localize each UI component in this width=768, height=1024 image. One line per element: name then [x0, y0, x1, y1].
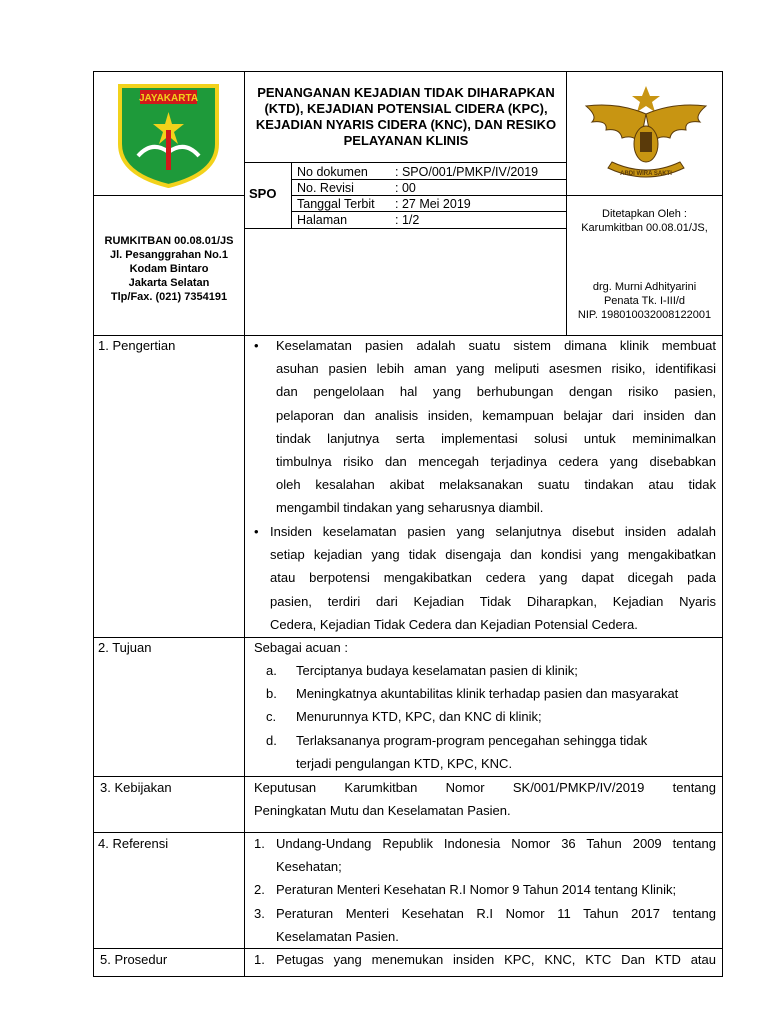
- logo-divider: [93, 195, 245, 196]
- text-line: dan pengelolaan hal yang berhubungan dengan risiko pasien,: [276, 384, 716, 400]
- text-line: Keselamatan Pasien.: [276, 929, 399, 945]
- list-marker: 2.: [254, 882, 265, 897]
- text-line: tindak lanjutnya serta implementasi solusi untuk meminimalkan: [276, 430, 716, 446]
- list-item-continuation: terjadi pengulangan KTD, KPC, KNC.: [296, 756, 513, 771]
- list-item: Terlaksananya program-program pencegahan sehingga tidak: [296, 733, 648, 748]
- title-divider: [244, 162, 567, 163]
- procedure-item: [276, 948, 716, 971]
- section-label-referensi: 4. Referensi: [98, 836, 169, 851]
- reference-item: [276, 832, 716, 878]
- document-title: PENANGANAN KEJADIAN TIDAK DIHARAPKAN (KTD), KEJADIAN POTENSIAL CIDERA (KPC), KEJADIAN NYARIS CIDERA (KNC), DAN RESIKO PELAYANAN KLINIS: [255, 85, 557, 148]
- reference-item: [276, 902, 716, 948]
- text-line: Keselamatan pasien adalah suatu sistem dimana klinik membuat: [276, 338, 716, 353]
- page-label: Halaman: [297, 213, 348, 227]
- list-item: Menurunnya KTD, KPC, dan KNC di klinik;: [296, 709, 542, 724]
- issue-date-label: Tanggal Terbit: [297, 197, 375, 211]
- institution-address: Jl. Pesanggrahan No.1: [110, 249, 228, 261]
- section-label-kebijakan: 3. Kebijakan: [100, 780, 172, 795]
- institution-city: Jakarta Selatan: [128, 277, 210, 289]
- label-column-divider: [244, 71, 245, 977]
- list-marker: a.: [266, 663, 277, 678]
- doc-info-bottom-line: [244, 228, 567, 229]
- text-line: atau berpotensi mengakibatkan cedera yang dapat dicegah pada: [270, 570, 716, 586]
- text-line: Petugas yang menemukan insiden KPC, KNC, KTC Dan KTD atau: [276, 952, 716, 967]
- tujuan-intro: Sebagai acuan :: [254, 640, 348, 655]
- approval-rank: Penata Tk. I-III/d: [603, 295, 686, 307]
- garuda-motto-text: ABDI WIRA SAKTI: [620, 171, 672, 177]
- text-line: asuhan pasien lebih aman yang meliputi asesmen risiko, identifikasi: [276, 361, 716, 377]
- logo-right-divider: [566, 195, 723, 196]
- bullet-marker: •: [254, 338, 259, 353]
- jayakarta-logo-text: JAYAKARTA: [138, 93, 199, 104]
- text-line: Peraturan Menteri Kesehatan R.I Nomor 9 Tahun 2014 tentang Klinik;: [276, 882, 677, 897]
- issue-date-value: : 27 Mei 2019: [395, 197, 471, 211]
- list-marker: c.: [266, 709, 277, 724]
- doc-number-value: : SPO/001/PMKP/IV/2019: [395, 165, 539, 179]
- list-marker: d.: [266, 733, 277, 748]
- text-line: Insiden keselamatan pasien yang selanjutnya disebut insiden adalah: [270, 524, 716, 539]
- list-item: Terciptanya budaya keselamatan pasien di klinik;: [296, 663, 578, 678]
- institution-block: [95, 234, 243, 304]
- institution-phone: Tlp/Fax. (021) 7354191: [110, 291, 228, 303]
- approval-signatory: [567, 280, 722, 322]
- approval-header: [567, 207, 722, 235]
- revision-value: : 00: [395, 181, 416, 195]
- section-label-tujuan: 2. Tujuan: [98, 640, 152, 655]
- list-marker: 1.: [254, 836, 265, 851]
- garuda-emblem: [578, 82, 714, 188]
- jayakarta-logo: [112, 82, 225, 188]
- text-line: oleh kesalahan akibat melaksanakan suatu tindakan atau tidak: [276, 477, 716, 493]
- approval-role: Karumkitban 00.08.01/JS,: [581, 222, 708, 234]
- text-line: Peraturan Menteri Kesehatan R.I Nomor 11 Tahun 2017 tentang: [276, 906, 716, 921]
- table-right-border: [722, 71, 723, 977]
- table-left-border: [93, 71, 94, 977]
- section-label-prosedur: 5. Prosedur: [100, 952, 168, 967]
- text-line: mengambil tindakan yang seharusnya diambil.: [276, 500, 544, 516]
- text-line: Keputusan Karumkitban Nomor SK/001/PMKP/IV/2019 tentang: [254, 780, 716, 795]
- text-line: timbulnya risiko dan mencegah terjadinya cedera yang disebabkan: [276, 454, 716, 470]
- row-divider: [93, 637, 723, 638]
- list-item: Meningkatnya akuntabilitas klinik terhadap pasien dan masyarakat: [296, 686, 679, 701]
- approval-set-by: Ditetapkan Oleh :: [602, 208, 687, 220]
- approval-name: drg. Murni Adhityarini: [592, 281, 697, 293]
- reference-item: [276, 878, 716, 901]
- text-line: Cedera, Kejadian Tidak Cedera dan Kejadian Potensial Cedera.: [270, 616, 638, 632]
- text-line: pelaporan dan analisis insiden, kemampuan belajar dari insiden dan: [276, 407, 716, 423]
- list-marker: 3.: [254, 906, 265, 921]
- institution-address: Kodam Bintaro: [129, 263, 209, 275]
- doc-number-label: No dokumen: [297, 165, 368, 179]
- text-line: setiap kejadian yang tidak disengaja dan kondisi yang mengakibatkan: [270, 547, 716, 563]
- text-line: pasien, terdiri dari Kejadian Tidak Diharapkan, Kejadian Nyaris: [270, 593, 716, 609]
- text-line: Undang-Undang Republik Indonesia Nomor 36 Tahun 2009 tentang: [276, 836, 716, 851]
- table-bottom-border: [93, 976, 723, 977]
- pengertian-paragraph-1: [276, 334, 716, 520]
- text-line: Kesehatan;: [276, 859, 342, 875]
- table-top-border: [93, 71, 723, 72]
- page-value: : 1/2: [395, 213, 420, 227]
- list-marker: 1.: [254, 952, 265, 967]
- text-line: Peningkatan Mutu dan Keselamatan Pasien.: [254, 803, 511, 819]
- pengertian-paragraph-2: [270, 520, 716, 636]
- section-label-pengertian: 1. Pengertian: [98, 338, 176, 353]
- revision-label: No. Revisi: [297, 181, 354, 195]
- approval-nip: NIP. 198010032008122001: [577, 309, 712, 321]
- list-marker: b.: [266, 686, 277, 701]
- kebijakan-text: [254, 776, 716, 822]
- spo-label: SPO: [249, 186, 277, 201]
- bullet-marker: •: [254, 524, 259, 539]
- institution-name: RUMKITBAN 00.08.01/JS: [104, 235, 234, 247]
